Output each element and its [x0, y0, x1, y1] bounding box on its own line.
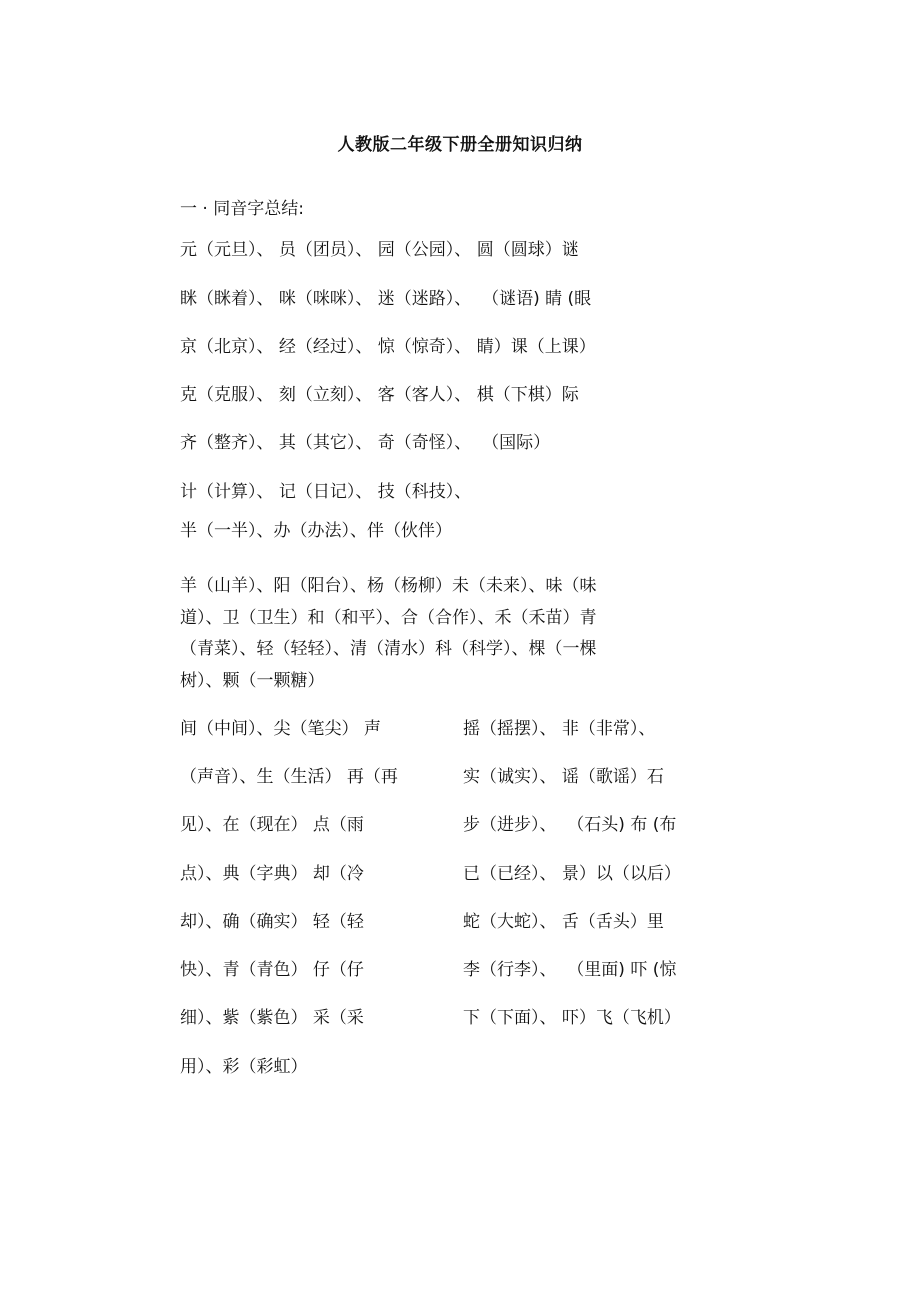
column-line: 点）、典（字典） 却（冷 — [180, 864, 364, 884]
text-line: 眯（眯着）、 咪（咪咪）、 迷（迷路）、 （谜语) 睛 (眼 — [180, 289, 592, 309]
paragraph — [180, 571, 680, 697]
text-line: 计（计算）、 记（日记）、 技（科技）、 — [180, 482, 472, 502]
column-line: 用）、彩（彩虹） — [180, 1057, 308, 1077]
column-line: 实（诚实）、 谣（歌谣）石 — [463, 767, 664, 787]
column-line: 间（中间）、尖（笔尖） 声 — [180, 719, 381, 739]
paragraph-line: 羊（山羊）、阳（阳台）、杨（杨柳）未（未来）、味（味 — [180, 576, 597, 596]
column-line: 下（下面）、 吓）飞（飞机） — [463, 1008, 681, 1028]
paragraph-line: 道）、卫（卫生）和（和平）、合（合作）、禾（禾苗）青 — [180, 607, 597, 628]
text-line: 元（元旦）、 员（团员）、 园（公园）、 圆（圆球）谜 — [180, 240, 579, 260]
section-heading: 一 · 同音字总结: — [180, 199, 304, 219]
column-line: （声音）、生（生活） 再（再 — [180, 767, 398, 787]
column-line: 摇（摇摆）、 非（非常）、 — [463, 719, 656, 739]
text-line: 齐（整齐）、 其（其它）、 奇（奇怪）、 （国际） — [180, 433, 551, 453]
column-line: 李（行李）、 （里面) 吓 (惊 — [463, 960, 677, 980]
paragraph-line: （青菜）、轻（轻轻）、清（清水）科（科学）、棵（一棵 — [180, 639, 597, 659]
column-line: 却）、确（确实） 轻（轻 — [180, 912, 364, 932]
paragraph-line: 树）、颗（一颗糖） — [180, 670, 325, 691]
document-title: 人教版二年级下册全册知识归纳 — [337, 135, 583, 155]
column-line: 快）、青（青色） 仔（仔 — [180, 960, 364, 980]
column-line: 蛇（大蛇）、 舌（舌头）里 — [463, 912, 664, 932]
column-line: 步（进步）、 （石头) 布 (布 — [463, 815, 677, 835]
column-line: 见）、在（现在） 点（雨 — [180, 815, 364, 835]
column-line: 已（已经）、 景）以（以后） — [463, 864, 681, 884]
column-line: 细）、紫（紫色） 采（采 — [180, 1008, 364, 1028]
text-line: 京（北京）、 经（经过）、 惊（惊奇）、 睛）课（上课） — [180, 337, 596, 357]
text-line: 克（克服）、 刻（立刻）、 客（客人）、 棋（下棋）际 — [180, 385, 579, 405]
text-line: 半（一半）、办（办法）、伴（伙伴） — [180, 521, 452, 541]
